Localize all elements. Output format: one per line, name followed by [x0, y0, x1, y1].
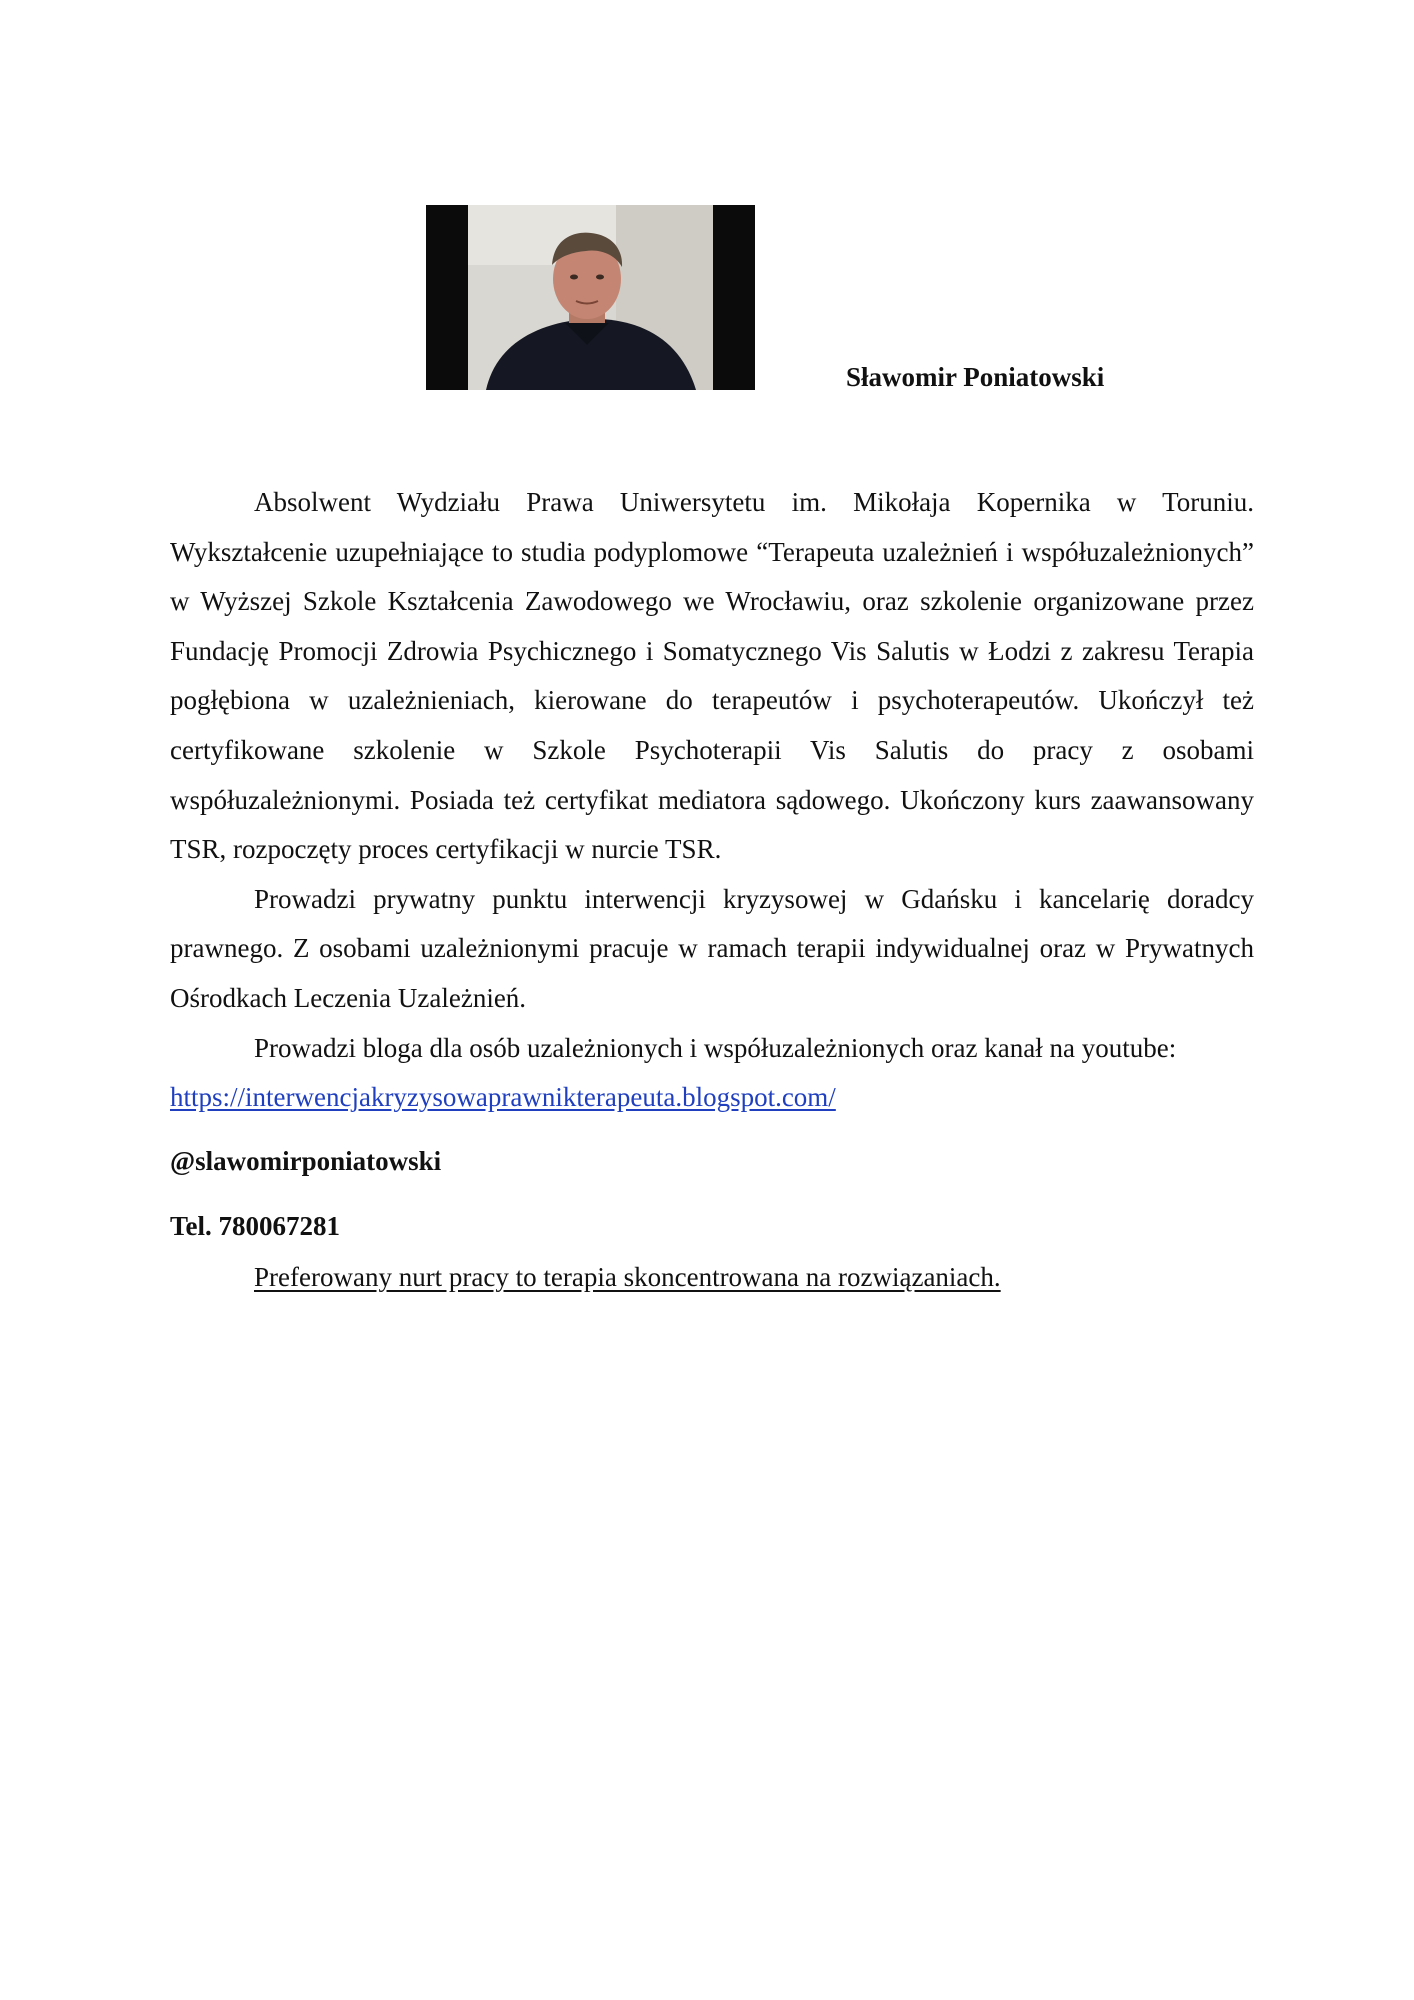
bio-section — [170, 478, 1254, 1123]
phone-number: Tel. 780067281 — [170, 1211, 341, 1241]
person-name: Sławomir Poniatowski — [846, 362, 1105, 392]
preferred-approach: Preferowany nurt pracy to terapia skoncentrowana na rozwiązaniach. — [254, 1262, 1001, 1292]
portrait-photo-icon — [426, 205, 755, 390]
profile-photo — [426, 205, 755, 390]
youtube-handle: @slawomirponiatowski — [170, 1146, 442, 1176]
blog-link-line — [170, 1073, 1254, 1123]
bio-paragraph-education: Absolwent Wydziału Prawa Uniwersytetu im. Mikołaja Kopernika w Toruniu. Wykształcenie uzupełniające to studia podyplomowe “Terapeuta uzależnień i współuzależnionych” w Wyższej Szkole Kształcenia Zawodowego we Wrocławiu, oraz szkolenie organizowane przez Fundację Promocji Zdrowia Psychicznego i Somatycznego Vis Salutis w Łodzi z zakresu Terapia pogłębiona w uzależnieniach, kierowane do terapeutów i psychoterapeutów. Ukończył też certyfikowane szkolenie w Szkole Psychoterapii Vis Salutis do pracy z osobami współuzależnionymi. Posiada też certyfikat mediatora sądowego. Ukończony kurs zaawansowany TSR, rozpoczęty proces certyfikacji w nurcie TSR. — [170, 487, 1254, 865]
bio-paragraph-blog: Prowadzi bloga dla osób uzależnionych i współuzależnionych oraz kanał na youtube: — [254, 1032, 1177, 1063]
bio-paragraph-practice: Prowadzi prywatny punktu interwencji kryzysowej w Gdańsku i kancelarię doradcy prawnego. Z osobami uzależnionymi pracuje w ramach terapii indywidualnej oraz w Prywatnych Ośrodkach Leczenia Uzależnień. — [170, 883, 1254, 1013]
blog-link[interactable]: https://interwencjakryzysowaprawnikterapeuta.blogspot.com/ — [170, 1082, 836, 1113]
